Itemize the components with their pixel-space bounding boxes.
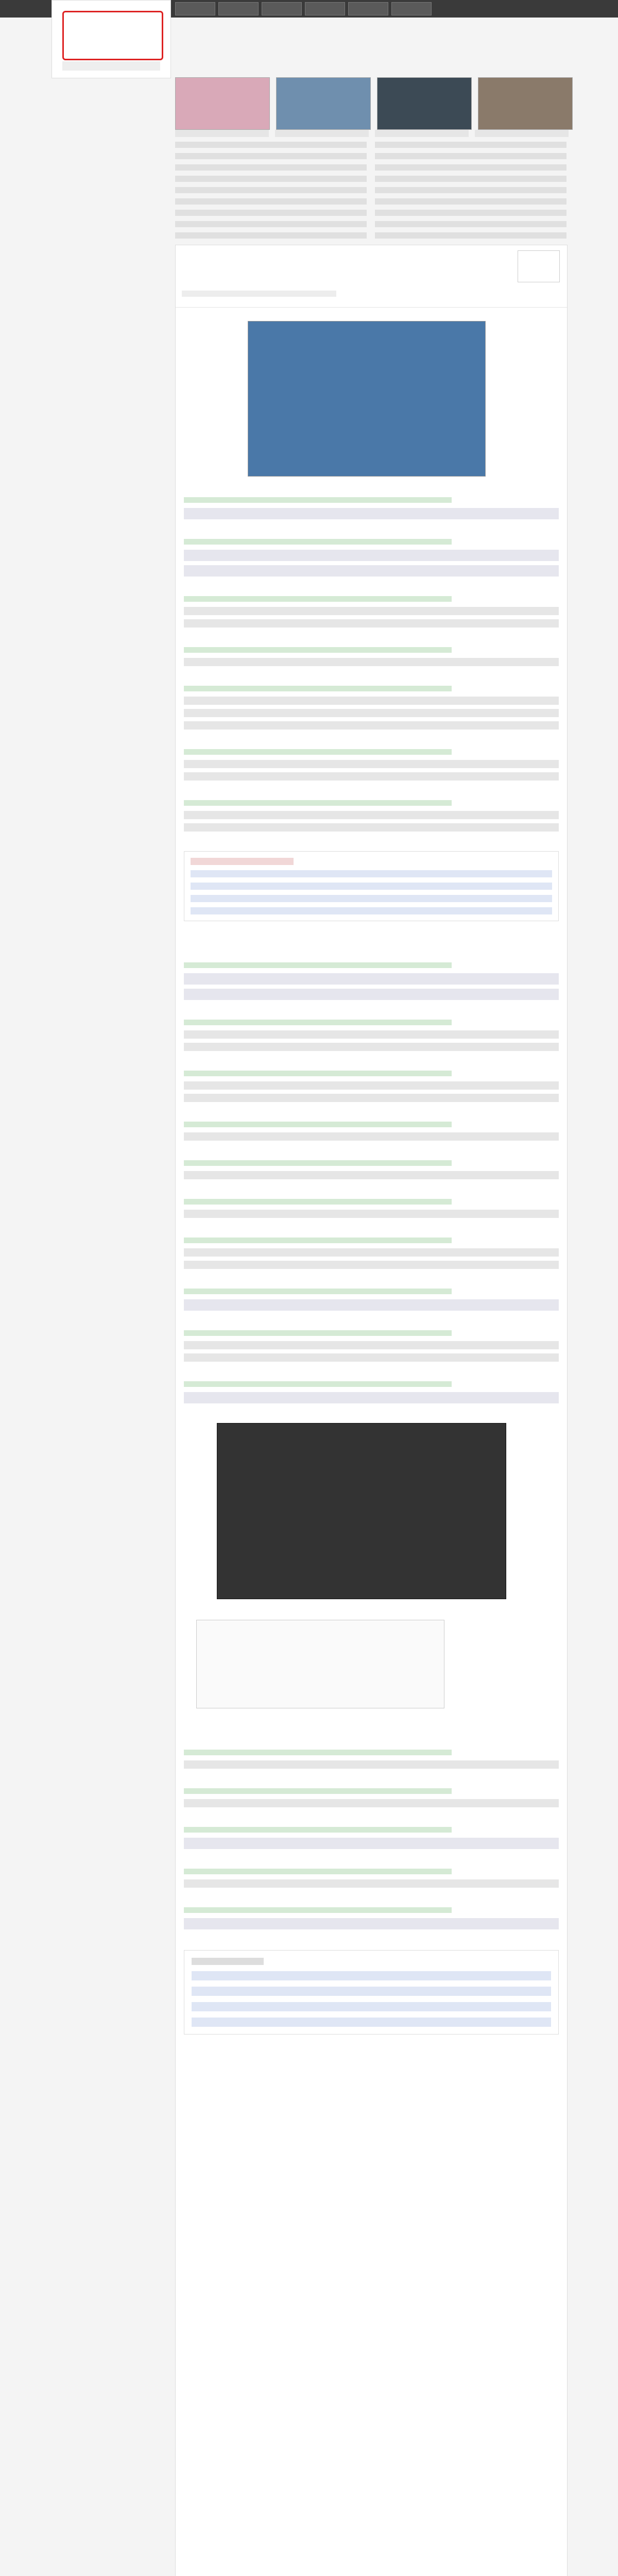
featured-thumbnail[interactable] <box>377 77 472 130</box>
comment-meta <box>184 1160 452 1166</box>
link-item[interactable] <box>175 232 367 239</box>
featured-captions <box>175 130 569 137</box>
featured-thumbnail[interactable] <box>175 77 270 130</box>
comment <box>184 962 559 1000</box>
comment-meta <box>184 539 452 545</box>
link-item[interactable] <box>375 142 566 148</box>
link-item[interactable] <box>175 187 367 193</box>
comment-list <box>176 477 567 832</box>
comment-meta <box>184 1122 452 1127</box>
comment-meta <box>184 1788 452 1794</box>
comment-placeholder <box>184 1094 559 1102</box>
comment-placeholder <box>184 1171 559 1179</box>
comment-placeholder <box>184 1838 559 1849</box>
comment-placeholder <box>184 1132 559 1141</box>
comment-meta <box>184 1330 452 1336</box>
link-item[interactable] <box>375 187 566 193</box>
comment-list <box>176 942 567 1403</box>
comment-placeholder <box>184 1210 559 1218</box>
link-item[interactable] <box>175 198 367 205</box>
comment <box>184 749 559 781</box>
featured-caption[interactable] <box>175 130 269 137</box>
link-list <box>175 142 566 244</box>
link-item[interactable] <box>175 221 367 227</box>
comment <box>184 1869 559 1888</box>
recommended-link[interactable] <box>191 883 552 890</box>
link-item[interactable] <box>175 142 367 148</box>
embedded-image <box>217 1423 506 1599</box>
comment-placeholder <box>184 1030 559 1039</box>
related-link[interactable] <box>192 1971 551 1980</box>
related-link[interactable] <box>192 2002 551 2011</box>
comment-meta <box>184 596 452 602</box>
recommended-link[interactable] <box>191 895 552 902</box>
comment-meta <box>184 1827 452 1833</box>
nav-button[interactable] <box>348 2 388 15</box>
site-logo[interactable] <box>62 11 163 60</box>
comment-placeholder <box>184 1760 559 1769</box>
comment-meta <box>184 1907 452 1913</box>
comment-meta <box>184 647 452 653</box>
comment-meta <box>184 962 452 968</box>
comment <box>184 1020 559 1051</box>
comment-placeholder <box>184 1392 559 1403</box>
comment-count-badge[interactable] <box>518 250 560 282</box>
featured-thumbnail[interactable] <box>478 77 573 130</box>
comment-list <box>176 1729 567 1929</box>
featured-caption[interactable] <box>275 130 369 137</box>
comment-placeholder <box>184 1799 559 1807</box>
comment <box>184 497 559 519</box>
comment-placeholder <box>184 697 559 705</box>
comment-placeholder <box>184 658 559 666</box>
comment <box>184 1289 559 1311</box>
link-column-left <box>175 142 367 244</box>
article <box>175 245 568 2576</box>
comment-meta <box>184 800 452 806</box>
featured-thumbnail[interactable] <box>276 77 371 130</box>
link-item[interactable] <box>375 176 566 182</box>
link-item[interactable] <box>175 153 367 159</box>
recommended-heading <box>191 858 294 865</box>
comment-meta <box>184 1750 452 1755</box>
comment-placeholder <box>184 619 559 628</box>
site-subtitle <box>62 61 160 71</box>
article-header <box>176 245 567 308</box>
comment-placeholder <box>184 607 559 615</box>
comment-placeholder <box>184 1299 559 1311</box>
comment <box>184 800 559 832</box>
nav-button[interactable] <box>218 2 259 15</box>
related-link[interactable] <box>192 2018 551 2027</box>
comment-placeholder <box>184 811 559 819</box>
comment <box>184 1330 559 1362</box>
comment-placeholder <box>184 973 559 985</box>
comment-meta <box>184 1020 452 1025</box>
comment-placeholder <box>184 823 559 832</box>
top-nav <box>175 2 432 15</box>
comment-meta <box>184 1199 452 1205</box>
nav-button[interactable] <box>262 2 302 15</box>
comment-placeholder <box>184 721 559 730</box>
recommended-box <box>184 851 559 921</box>
recommended-link[interactable] <box>191 907 552 914</box>
comment-placeholder <box>184 709 559 717</box>
comment-placeholder <box>184 1918 559 1929</box>
related-articles <box>184 1950 559 2035</box>
comment <box>184 596 559 628</box>
comment-meta <box>184 497 452 503</box>
featured-caption[interactable] <box>475 130 569 137</box>
comment-placeholder <box>184 1353 559 1362</box>
comment <box>184 647 559 666</box>
site-brand[interactable] <box>52 0 171 78</box>
comment-placeholder <box>184 508 559 519</box>
related-link[interactable] <box>192 1987 551 1996</box>
nav-button[interactable] <box>391 2 432 15</box>
link-item[interactable] <box>375 153 566 159</box>
link-item[interactable] <box>175 210 367 216</box>
comment <box>184 1788 559 1807</box>
comment-placeholder <box>184 1248 559 1257</box>
featured-thumbnails <box>175 77 573 130</box>
comment-meta <box>184 1238 452 1243</box>
comment-placeholder <box>184 772 559 781</box>
comment <box>184 1750 559 1769</box>
link-item[interactable] <box>175 164 367 171</box>
nav-button[interactable] <box>175 2 215 15</box>
comment <box>184 686 559 730</box>
comment-placeholder <box>184 1261 559 1269</box>
comment <box>184 1122 559 1141</box>
comment-placeholder <box>184 550 559 561</box>
comment <box>184 1381 559 1403</box>
comment-placeholder <box>184 760 559 768</box>
comment-meta <box>184 686 452 691</box>
nav-button[interactable] <box>305 2 345 15</box>
comment-meta <box>184 1381 452 1387</box>
comment <box>184 1160 559 1179</box>
featured-caption[interactable] <box>375 130 469 137</box>
link-item[interactable] <box>375 164 566 171</box>
comment-placeholder <box>184 1043 559 1051</box>
comment-placeholder <box>184 1879 559 1888</box>
link-item[interactable] <box>175 176 367 182</box>
comment <box>184 539 559 577</box>
comment <box>184 1907 559 1929</box>
comment-meta <box>184 749 452 755</box>
comment-meta <box>184 1289 452 1294</box>
recommended-link[interactable] <box>191 870 552 877</box>
comment-placeholder <box>184 565 559 577</box>
link-item[interactable] <box>375 232 566 239</box>
comment-meta <box>184 1071 452 1076</box>
comment-meta <box>184 1869 452 1874</box>
hero-image <box>248 321 486 477</box>
comment-placeholder <box>184 1341 559 1349</box>
article-meta <box>182 291 336 297</box>
comment <box>184 1071 559 1102</box>
link-item[interactable] <box>375 210 566 216</box>
link-item[interactable] <box>375 221 566 227</box>
embedded-post[interactable] <box>196 1620 444 1708</box>
link-column-right <box>375 142 566 244</box>
link-item[interactable] <box>375 198 566 205</box>
comment-placeholder <box>184 1081 559 1090</box>
comment <box>184 1199 559 1218</box>
comment <box>184 1827 559 1849</box>
related-heading <box>192 1958 264 1965</box>
comment <box>184 1238 559 1269</box>
comment-placeholder <box>184 989 559 1000</box>
